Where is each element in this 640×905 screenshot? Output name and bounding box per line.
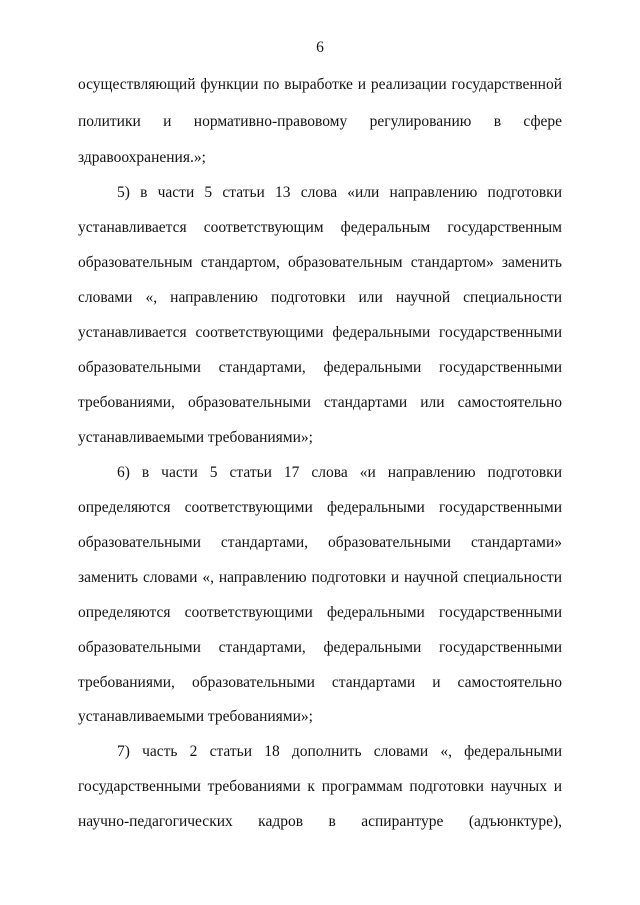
text-line: образовательными стандартами, федеральными государственными [78, 359, 562, 376]
text-line: устанавливается соответствующим федеральным государственным [78, 219, 562, 236]
text-line: требованиями, образовательными стандартами или самостоятельно [78, 394, 562, 411]
text-line: образовательными стандартами, образовательными стандартами» [78, 534, 562, 551]
text-line: требованиями, образовательными стандартами и самостоятельно [78, 674, 562, 691]
text-line: 5) в части 5 статьи 13 слова «или направлению подготовки [117, 184, 562, 201]
text-line: осуществляющий функции по выработке и реализации государственной [78, 76, 562, 93]
text-line: 7) часть 2 статьи 18 дополнить словами «, федеральными [117, 743, 562, 760]
text-line: 6) в части 5 статьи 17 слова «и направлению подготовки [117, 464, 562, 481]
text-line: устанавливается соответствующими федеральными государственными [78, 324, 562, 341]
text-line: образовательными стандартами, федеральными государственными [78, 639, 562, 656]
text-line: политики и нормативно-правовому регулированию в сфере [78, 113, 562, 130]
text-line: образовательным стандартом, образовательным стандартом» заменить [78, 254, 562, 271]
text-line: словами «, направлению подготовки или научной специальности [78, 289, 562, 306]
text-line: определяются соответствующими федеральными государственными [78, 604, 562, 621]
text-line: определяются соответствующими федеральными государственными [78, 499, 562, 516]
text-line: устанавливаемыми требованиями»; [78, 429, 313, 446]
text-line: научно-педагогических кадров в аспирантуре (адъюнктуре), [78, 813, 562, 830]
text-line: государственными требованиями к программам подготовки научных и [78, 778, 562, 795]
page-number: 6 [316, 39, 324, 56]
text-line: устанавливаемыми требованиями»; [78, 708, 313, 725]
text-line: заменить словами «, направлению подготовки и научной специальности [78, 569, 562, 586]
text-line: здравоохранения.»; [78, 149, 206, 166]
